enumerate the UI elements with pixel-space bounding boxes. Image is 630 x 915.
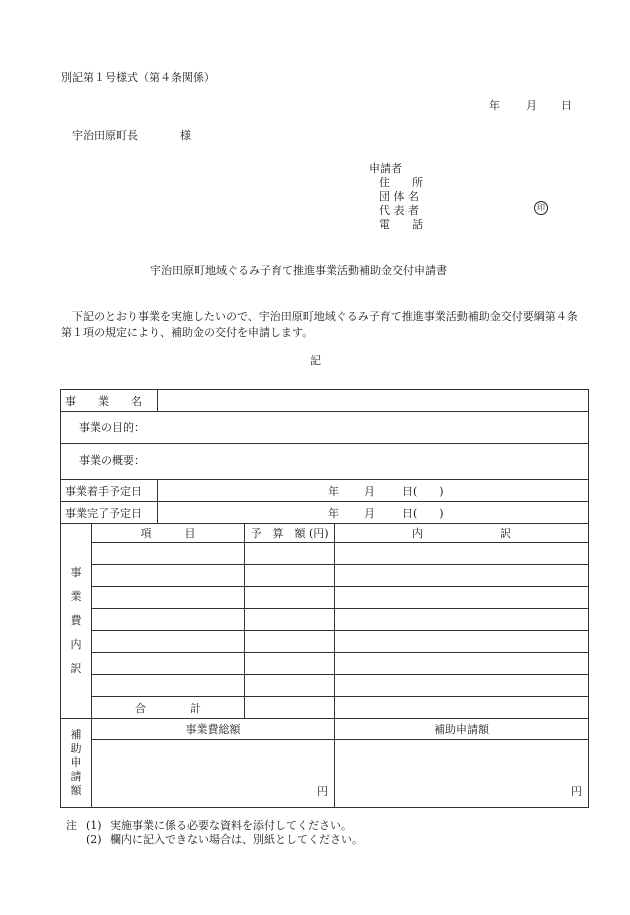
start-date-year: 年 [328,484,339,498]
addressee: 宇治田原町長 [72,129,138,142]
total-cost-field[interactable] [92,740,335,808]
start-date-field[interactable] [158,480,589,502]
expense-item-cell[interactable] [92,609,245,631]
notes-label: 注 [66,819,77,832]
representative-label: 代 表 者 [379,204,419,217]
end-date-day: 日( ) [402,506,444,520]
application-form-table [60,389,589,808]
subsidy-request-field[interactable] [335,740,589,808]
overview-field[interactable] [61,444,589,480]
expense-item-cell[interactable] [92,587,245,609]
total-label: 合 計 [92,697,245,719]
note-text: 欄内に記入できない場合は、別紙としてください。 [110,833,363,846]
start-date-label: 事業着手予定日 [61,480,158,502]
honorific: 様 [180,129,191,142]
total-cost-yen: 円 [317,785,328,798]
subsidy-request-side-label [61,719,92,808]
note-number: (2) [86,833,102,846]
total-breakdown-cell[interactable] [335,697,589,719]
expense-budget-cell[interactable] [245,609,335,631]
total-cost-header: 事業費総額 [92,719,335,740]
notes [66,819,363,847]
overview-label: 事業の概要： [79,454,145,467]
date-month-label: 月 [526,99,537,112]
expense-breakdown-cell[interactable] [335,587,589,609]
col-budget-header: 予 算 額 (円) [245,524,335,543]
purpose-field[interactable] [61,412,589,444]
start-date-day: 日( ) [402,484,444,498]
expense-breakdown-cell[interactable] [335,565,589,587]
end-date-month: 月 [364,506,375,520]
expense-side-text: 事 業 費 内 訳 [70,566,82,675]
expense-item-cell[interactable] [92,675,245,697]
date-year-label: 年 [489,99,500,112]
subsidy-request-header: 補助申請額 [335,719,589,740]
expense-breakdown-cell[interactable] [335,609,589,631]
subsidy-request-yen: 円 [571,785,582,798]
seal-mark: 印 [534,201,548,215]
group-name-label: 団 体 名 [379,190,419,203]
end-date-field[interactable] [158,502,589,524]
expense-breakdown-cell[interactable] [335,675,589,697]
expense-breakdown-side-label [61,524,92,719]
expense-item-cell[interactable] [92,631,245,653]
expense-budget-cell[interactable] [245,631,335,653]
note-number: (1) [86,819,102,832]
purpose-label: 事業の目的： [79,421,145,434]
date-day-label: 日 [561,99,572,112]
total-budget-cell[interactable] [245,697,335,719]
end-date-label: 事業完了予定日 [61,502,158,524]
expense-breakdown-cell[interactable] [335,653,589,675]
note-text: 実施事業に係る必要な資料を添付してください。 [110,819,352,832]
expense-budget-cell[interactable] [245,675,335,697]
expense-item-cell[interactable] [92,653,245,675]
expense-item-cell[interactable] [92,543,245,565]
ki-label: 記 [310,354,321,367]
expense-budget-cell[interactable] [245,565,335,587]
expense-budget-cell[interactable] [245,653,335,675]
subsidy-side-text: 補 助 申 請 額 [70,728,82,797]
expense-item-cell[interactable] [92,565,245,587]
col-breakdown-header: 内 訳 [335,524,589,543]
end-date-year: 年 [328,506,339,520]
project-name-field[interactable] [158,390,589,412]
form-number: 別記第１号様式（第４条関係） [61,71,215,84]
expense-budget-cell[interactable] [245,543,335,565]
address-label: 住 所 [379,176,423,189]
start-date-month: 月 [364,484,375,498]
phone-label: 電 話 [379,218,423,231]
expense-breakdown-cell[interactable] [335,631,589,653]
col-item-header: 項 目 [92,524,245,543]
project-name-label: 事 業 名 [61,390,158,412]
expense-budget-cell[interactable] [245,587,335,609]
applicant-heading: 申請者 [369,162,402,175]
expense-breakdown-cell[interactable] [335,543,589,565]
body-text: 下記のとおり事業を実施したいので、宇治田原町地域ぐるみ子育て推進事業活動補助金交付要綱第４条第１項の規定により、補助金の交付を申請します。 [61,310,578,339]
document-title: 宇治田原町地域ぐるみ子育て推進事業活動補助金交付申請書 [150,264,447,277]
